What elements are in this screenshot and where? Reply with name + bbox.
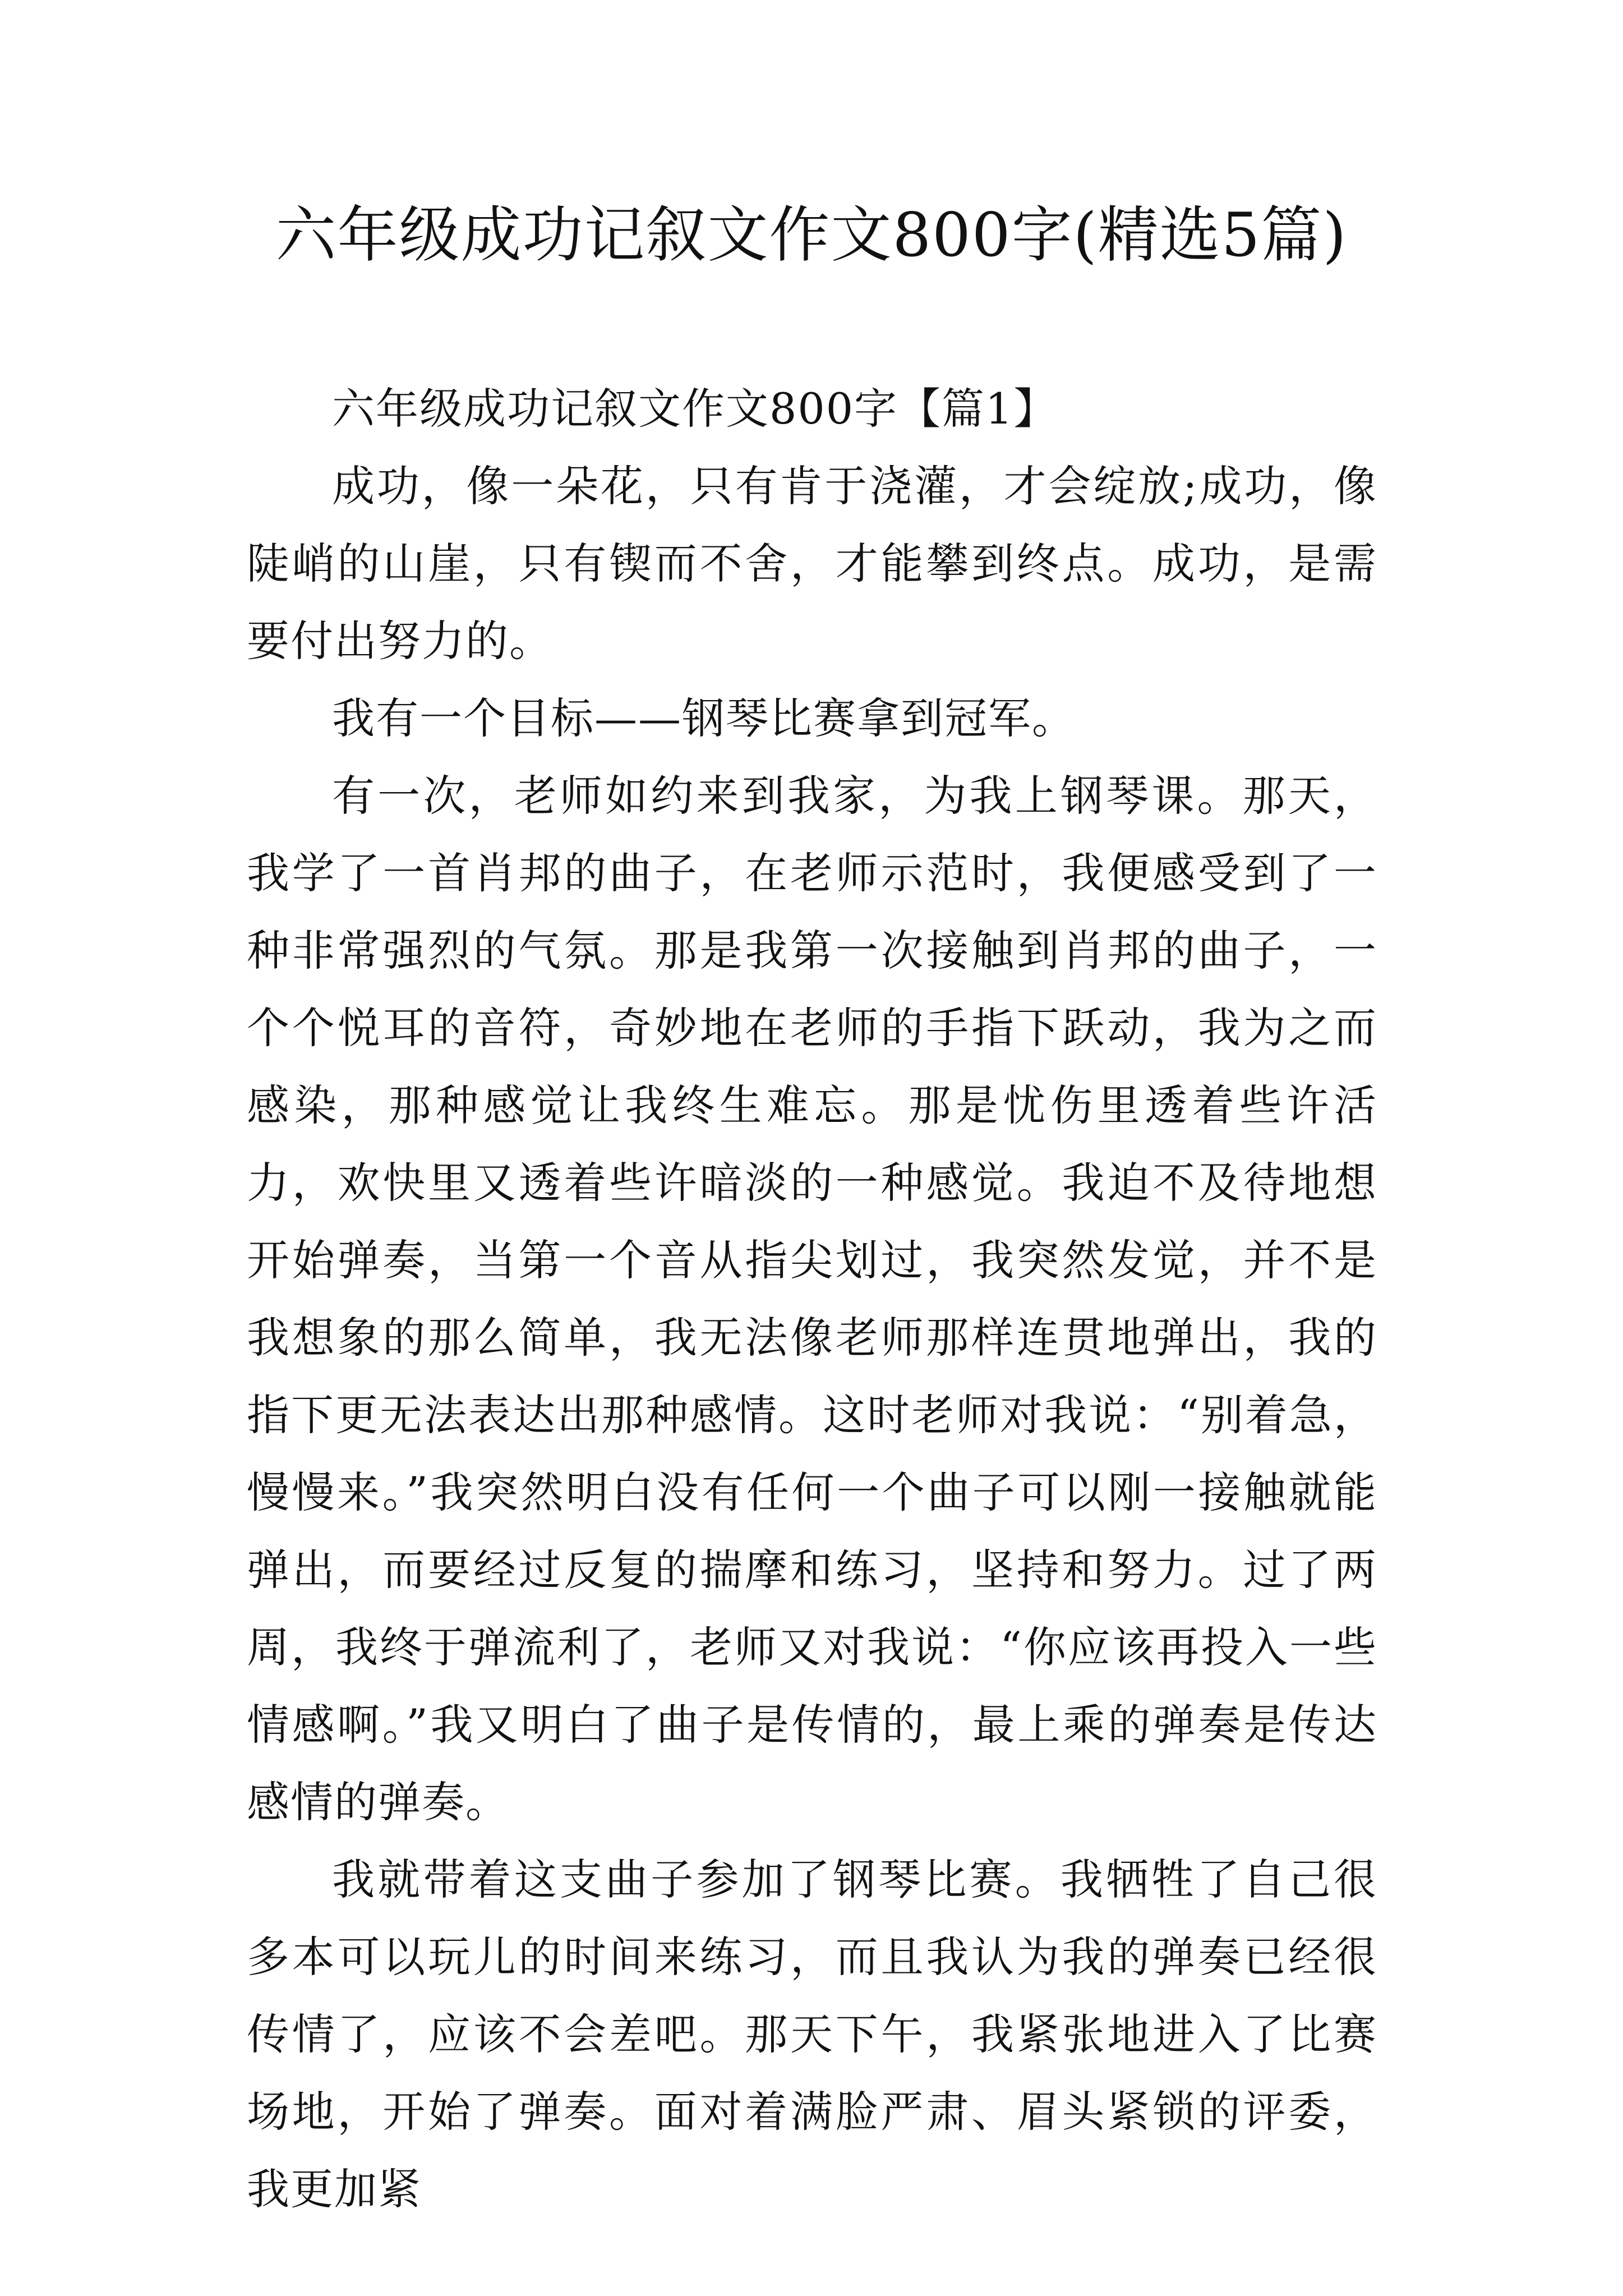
- paragraph: 我就带着这支曲子参加了钢琴比赛。我牺牲了自己很多本可以玩儿的时间来练习，而且我认为我的弹奏已经很传情了，应该不会差吧。那天下午，我紧张地进入了比赛场地，开始了弹奏。面对着满脸严肃、眉头紧锁的评委，我更加紧: [247, 1855, 1377, 2214]
- paragraph: 成功，像一朵花，只有肯于浇灌，才会绽放;成功，像陡峭的山崖，只有锲而不舍，才能攀到终点。成功，是需要付出努力的。: [247, 461, 1377, 666]
- document-title: 六年级成功记叙文作文800字(精选5篇): [275, 200, 1348, 270]
- paragraph: 有一次，老师如约来到我家，为我上钢琴课。那天，我学了一首肖邦的曲子，在老师示范时，我便感受到了一种非常强烈的气氛。那是我第一次接触到肖邦的曲子，一个个悦耳的音符，奇妙地在老师的手指下跃动，我为之而感染，那种感觉让我终生难忘。那是忧伤里透着些许活力，欢快里又透着些许暗淡的一种感觉。我迫不及待地想开始弹奏，当第一个音从指尖划过，我突然发觉，并不是我想象的那么简单，我无法像老师那样连贯地弹出，我的指下更无法表达出那种感情。这时老师对我说：“别着急，慢慢来。”我突然明白没有任何一个曲子可以刚一接触就能弹出，而要经过反复的揣摩和练习，坚持和努力。过了两周，我终于弹流利了，老师又对我说：“你应该再投入一些情感啊。”我又明白了曲子是传情的，最上乘的弹奏是传达感情的弹奏。: [247, 771, 1377, 1827]
- paragraph: 我有一个目标——钢琴比赛拿到冠军。: [332, 693, 1076, 743]
- section-heading: 六年级成功记叙文作文800字【篇1】: [332, 384, 1058, 434]
- document-body: [247, 370, 1377, 2228]
